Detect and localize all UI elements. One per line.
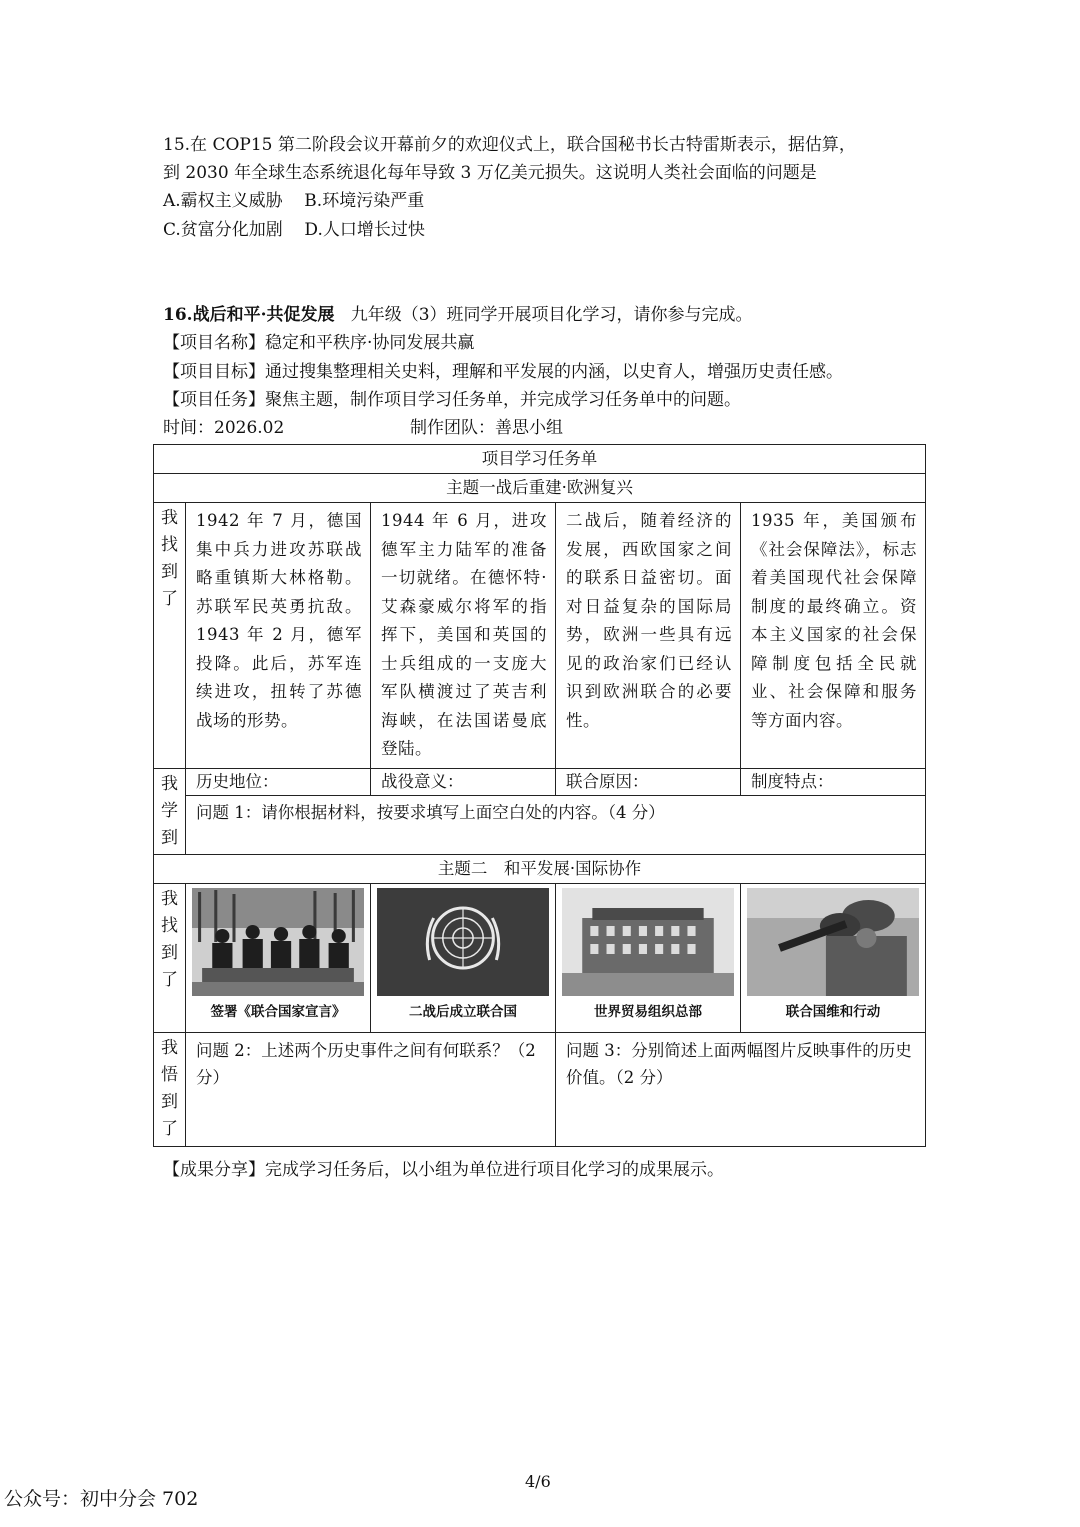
realized-char: 我	[161, 1037, 178, 1058]
found-char: 了	[161, 969, 178, 990]
image-cell-un	[371, 883, 556, 1032]
project-name: 【项目名称】稳定和平秩序·协同发展共赢	[163, 333, 475, 353]
question-3[interactable]: 问题 3：分别简述上面两幅图片反映事件的历史价值。（2 分）	[556, 1032, 926, 1146]
image-cell-wto	[556, 883, 741, 1032]
question-2[interactable]: 问题 2：上述两个历史事件之间有何联系？（2 分）	[186, 1032, 556, 1146]
peacekeeping-photo	[747, 888, 919, 996]
project-goal: 【项目目标】通过搜集整理相关史料，理解和平发展的内涵，以史育人，增强历史责任感。	[163, 362, 843, 382]
q16-title	[163, 301, 753, 329]
declaration-signing-photo	[192, 888, 364, 996]
found-label	[154, 503, 186, 769]
realized-label	[154, 1032, 186, 1146]
found-char: 到	[161, 942, 178, 963]
learned-label	[154, 768, 186, 854]
caption-un: 二战后成立联合国	[409, 1003, 517, 1020]
fill-system-features[interactable]: 制度特点：	[741, 768, 926, 795]
q16-title-rest: 九年级（3）班同学开展项目化学习，请你参与完成。	[334, 305, 753, 325]
found-label-2	[154, 883, 186, 1032]
time-label: 时间：2026.02	[163, 418, 285, 438]
found-char: 找	[161, 535, 178, 555]
found-char: 了	[161, 589, 178, 609]
wto-headquarters-photo	[562, 888, 734, 996]
caption-wto: 世界贸易组织总部	[594, 1003, 702, 1020]
caption-declaration: 签署《联合国家宣言》	[210, 1003, 346, 1020]
found-char: 找	[161, 915, 178, 936]
material-social-security: 1935 年，美国颁布《社会保障法》，标志着美国现代社会保障制度的最终确立。资本主义国家的社会保障制度包括全民就业、社会保障和服务等方面内容。	[741, 503, 926, 769]
found-char: 到	[161, 562, 178, 582]
material-normandy: 1944 年 6 月，进攻德军主力陆军的准备一切就绪。在德怀特·艾森豪威尔将军的指挥下，美国和英国的士兵组成的一支庞大军队横渡过了英吉利海峡，在法国诺曼底登陆。	[371, 503, 556, 769]
learned-char: 我	[161, 773, 178, 794]
image-cell-declaration	[186, 883, 371, 1032]
q15-stem-line1: 15.在 COP15 第二阶段会议开幕前夕的欢迎仪式上，联合国秘书长古特雷斯表示，据估算，	[163, 135, 856, 155]
q15-options-row2: C.贫富分化加剧 D.人口增长过快	[163, 220, 425, 240]
fill-battle-significance[interactable]: 战役意义：	[371, 768, 556, 795]
found-char: 我	[161, 508, 178, 528]
team-label: 制作团队：善思小组	[410, 418, 563, 438]
learned-char: 到	[161, 827, 178, 848]
table-title: 项目学习任务单	[154, 445, 926, 474]
material-europe-union: 二战后，随着经济的发展，西欧国家之间的联系日益密切。面对日益复杂的国际局势，欧洲一些具有远见的政治家们已经认识到欧洲联合的必要性。	[556, 503, 741, 769]
realized-char: 悟	[161, 1064, 178, 1085]
fill-historical-status[interactable]: 历史地位：	[186, 768, 371, 795]
theme2-title: 主题二 和平发展·国际协作	[154, 854, 926, 883]
result-share: 【成果分享】完成学习任务后，以小组为单位进行项目化学习的成果展示。	[163, 1160, 724, 1180]
question-1: 问题 1：请你根据材料，按要求填写上面空白处的内容。（4 分）	[186, 795, 926, 854]
page-number: 4/6	[525, 1472, 551, 1491]
task-table	[153, 444, 926, 1147]
theme1-title: 主题一战后重建·欧洲复兴	[154, 474, 926, 503]
material-stalingrad: 1942 年 7 月，德国集中兵力进攻苏联战略重镇斯大林格勒。苏联军民英勇抗敌。1943 年 2 月，德军投降。此后，苏军连续进攻，扭转了苏德战场的形势。	[186, 503, 371, 769]
q15-stem-line2: 到 2030 年全球生态系统退化每年导致 3 万亿美元损失。这说明人类社会面临的问题是	[163, 163, 817, 183]
project-task: 【项目任务】聚焦主题，制作项目学习任务单，并完成学习任务单中的问题。	[163, 390, 741, 410]
image-cell-peacekeeping	[741, 883, 926, 1032]
q15-options-row1: A.霸权主义威胁 B.环境污染严重	[163, 191, 425, 211]
learned-char: 学	[161, 800, 178, 821]
q16-title-bold: 16.战后和平·共促发展	[163, 305, 335, 325]
realized-char: 到	[161, 1091, 178, 1112]
account-footer: 公众号：初中分会 702	[4, 1488, 199, 1510]
realized-char: 了	[161, 1118, 178, 1139]
found-char: 我	[161, 888, 178, 909]
fill-union-reason[interactable]: 联合原因：	[556, 768, 741, 795]
caption-peacekeeping: 联合国维和行动	[785, 1003, 881, 1020]
un-emblem-photo	[377, 888, 549, 996]
